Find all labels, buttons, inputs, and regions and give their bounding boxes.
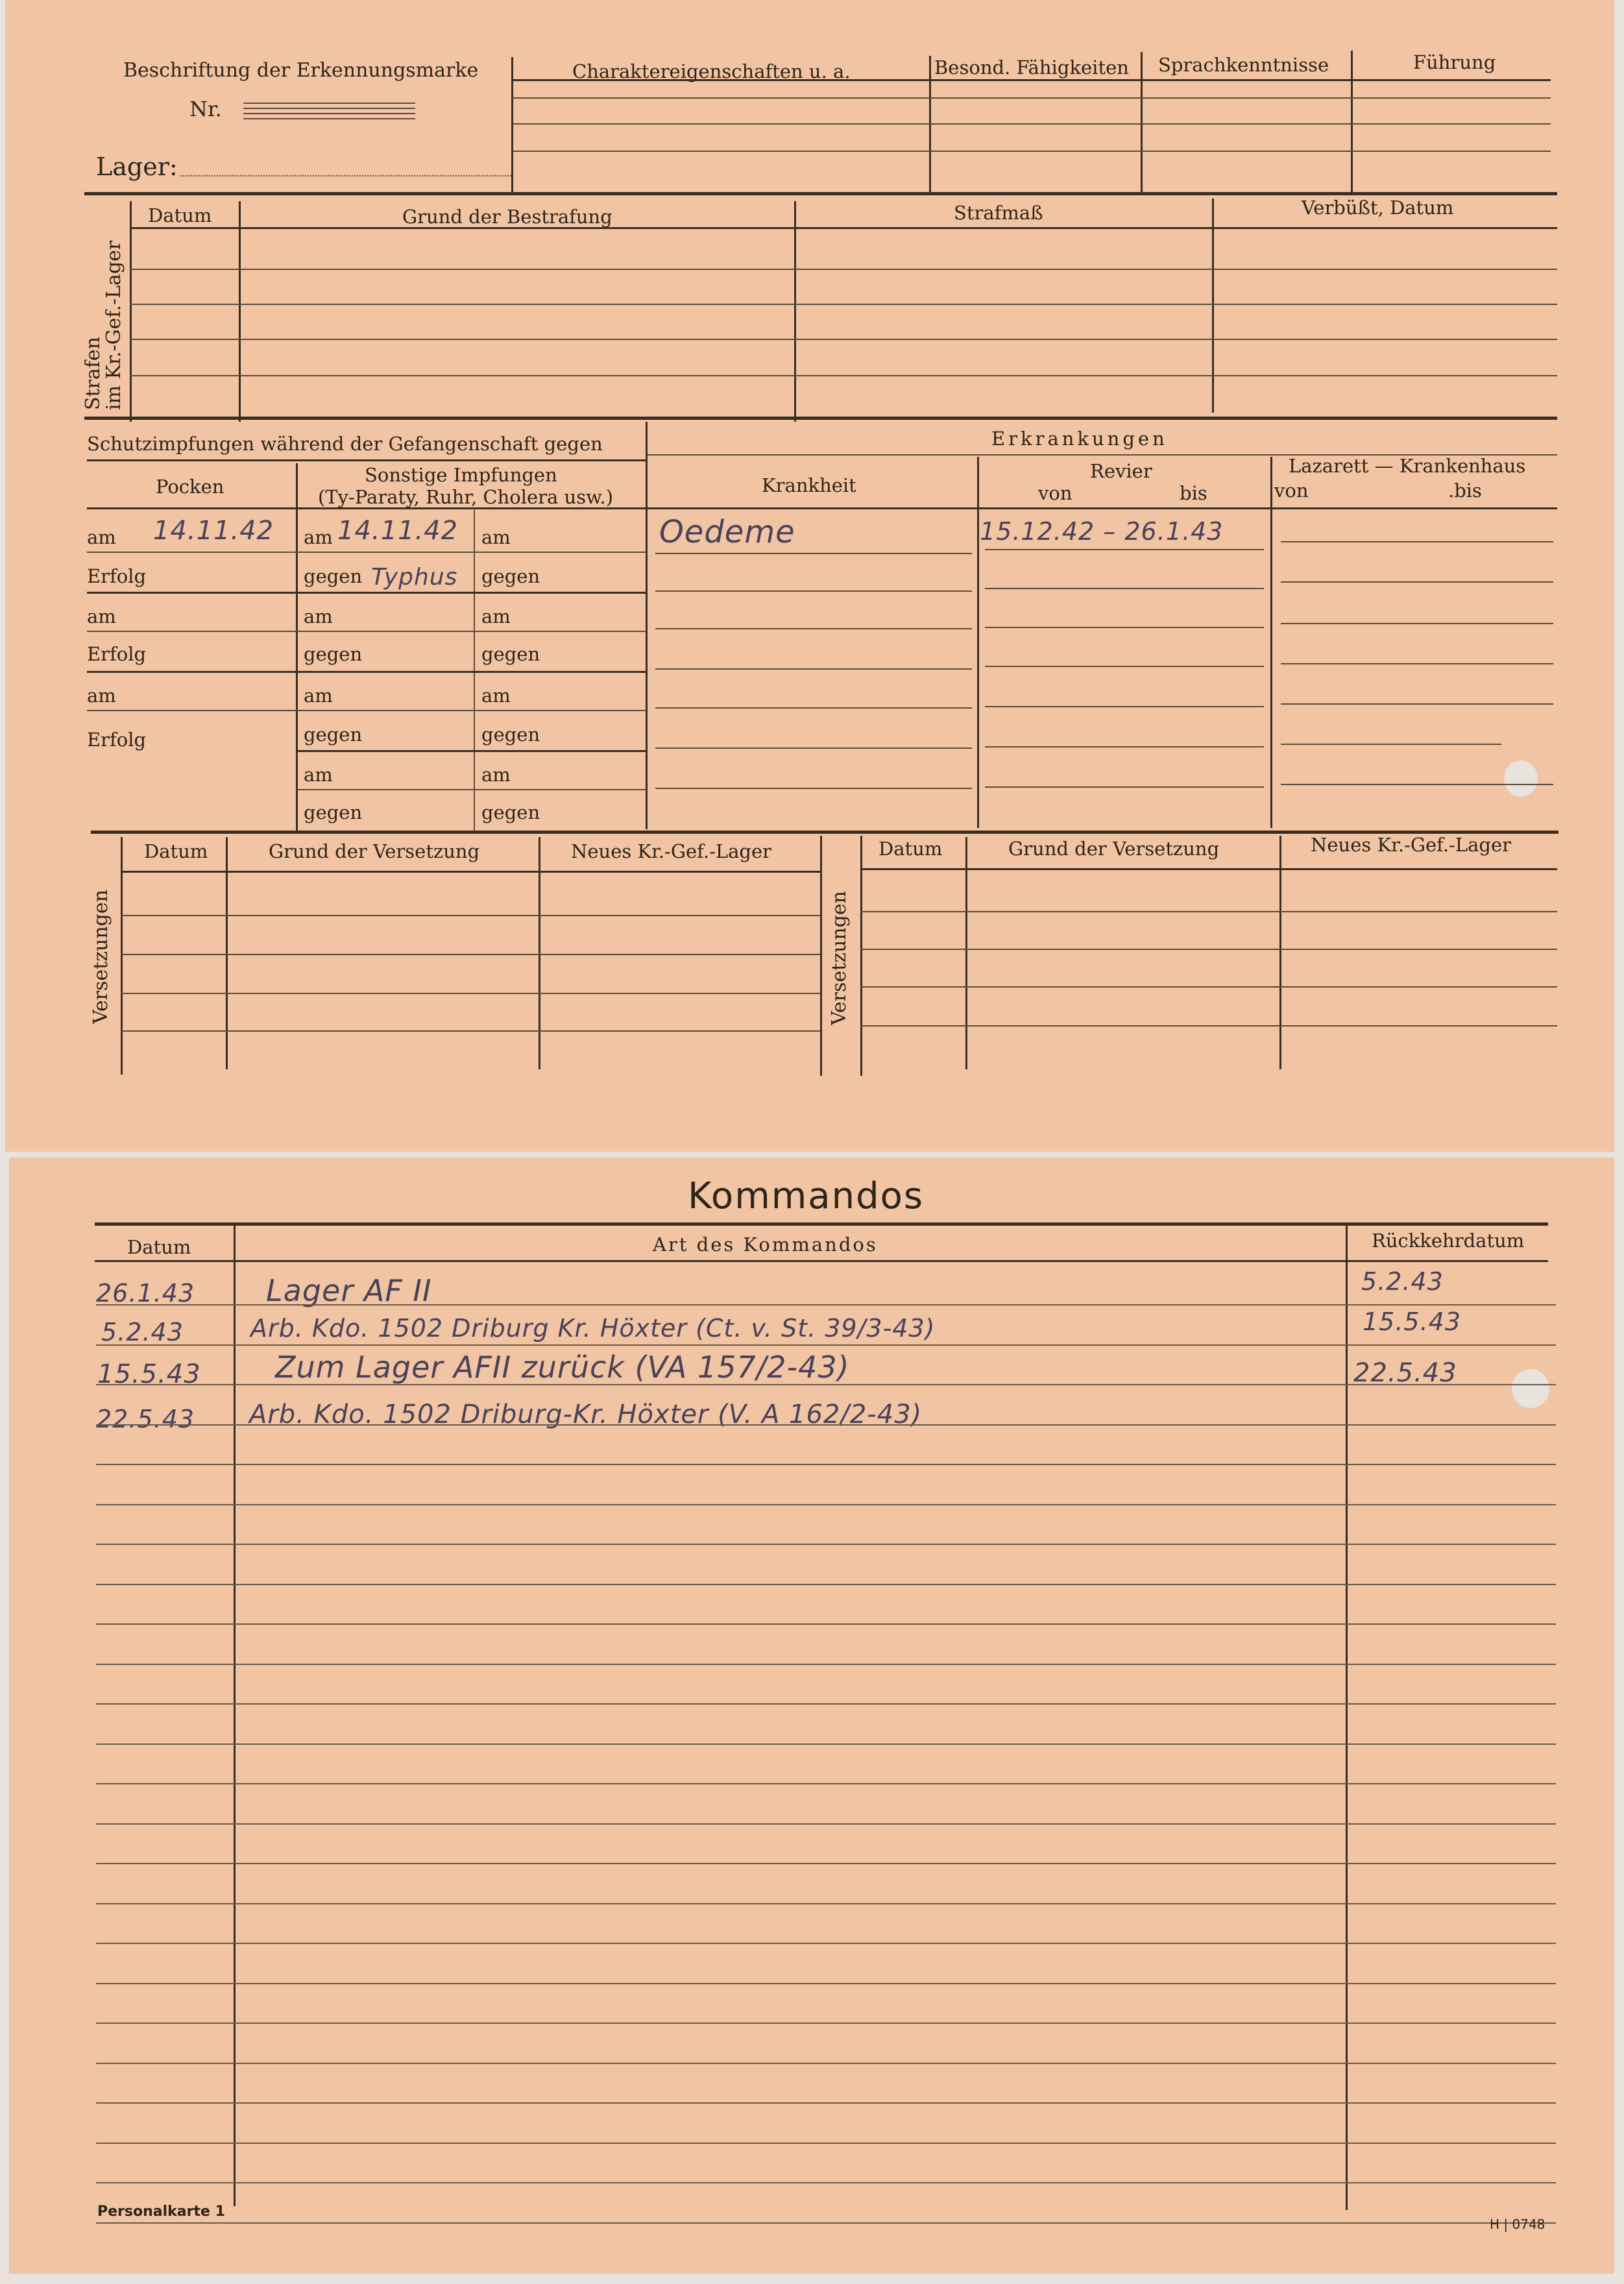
sonst-am-2: am bbox=[304, 605, 333, 627]
kommandos-rule bbox=[96, 1623, 1556, 1625]
sonst-am-3: am bbox=[304, 685, 333, 707]
top-card bbox=[5, 0, 1614, 1152]
sonstige-label: Sonstige Impfungen bbox=[365, 464, 557, 486]
pocken-am-2: am bbox=[87, 605, 116, 627]
sonst-gegen-1: gegen bbox=[304, 565, 363, 587]
vers-datum-right: Datum bbox=[879, 838, 943, 860]
lazarett-bis: .bis bbox=[1448, 480, 1482, 502]
kommandos-rule bbox=[96, 1983, 1556, 1984]
kommandos-art: Art des Kommandos bbox=[653, 1233, 878, 1256]
kommandos-rueckkehr: Rückkehrdatum bbox=[1372, 1230, 1525, 1252]
versetzungen-side-left: Versetzungen bbox=[90, 890, 112, 1024]
kommandos-rule bbox=[96, 1384, 1556, 1385]
row-3-datum: 15.5.43 bbox=[97, 1359, 201, 1389]
sonst2-am-1: am bbox=[481, 526, 511, 548]
impf-title: Schutzimpfungen während der Gefangenschaft gegen bbox=[87, 433, 603, 455]
nr-label: Nr. bbox=[189, 97, 222, 121]
kommandos-rule bbox=[96, 1863, 1556, 1864]
kommandos-rule bbox=[96, 1943, 1556, 1944]
vers-grund-right: Grund der Versetzung bbox=[1008, 838, 1220, 860]
lazarett-von: von bbox=[1274, 480, 1309, 502]
revier-von: von bbox=[1038, 482, 1073, 504]
row-2-rueck: 15.5.43 bbox=[1363, 1307, 1462, 1336]
besond-label: Besond. Fähigkeiten bbox=[934, 56, 1129, 79]
pocken-erfolg-3: Erfolg bbox=[87, 729, 147, 751]
sonst-am-4: am bbox=[304, 764, 333, 786]
strafen-side-label: Strafen im Kr.-Gef.-Lager bbox=[82, 240, 125, 410]
kommandos-rule bbox=[96, 1703, 1556, 1705]
footer-personalkarte: Personalkarte 1 bbox=[97, 2204, 225, 2220]
pocken-erfolg-2: Erfolg bbox=[87, 643, 147, 665]
kommandos-rule bbox=[96, 1903, 1556, 1904]
vers-grund-left: Grund der Versetzung bbox=[269, 840, 480, 862]
kommandos-rule bbox=[96, 2182, 1556, 2183]
kommandos-rule bbox=[96, 1424, 1556, 1426]
hand-sonst-gegen: Typhus bbox=[371, 564, 458, 590]
sprach-label: Sprachkenntnisse bbox=[1158, 54, 1329, 76]
sonstige-sub: (Ty-Paraty, Ruhr, Cholera usw.) bbox=[318, 486, 614, 508]
lager-label: Lager: bbox=[96, 152, 178, 181]
kommandos-rule bbox=[96, 2063, 1556, 2064]
row-3-rueck: 22.5.43 bbox=[1353, 1358, 1457, 1388]
punch-hole-top bbox=[1504, 760, 1538, 797]
krankheit-label: Krankheit bbox=[762, 474, 856, 496]
footer-code: H | 0748 bbox=[1490, 2217, 1545, 2232]
sonst-gegen-2: gegen bbox=[304, 643, 363, 665]
hand-sonst-date: 14.11.42 bbox=[337, 516, 459, 546]
sonst-gegen-4: gegen bbox=[304, 801, 363, 823]
kommandos-rule bbox=[96, 2143, 1556, 2144]
sonst2-gegen-1: gegen bbox=[481, 565, 540, 587]
row-1-art: Lager AF II bbox=[266, 1273, 432, 1308]
kommandos-rule bbox=[96, 1664, 1556, 1665]
strafen-grund: Grund der Bestrafung bbox=[402, 206, 612, 228]
row-4-datum: 22.5.43 bbox=[96, 1405, 195, 1433]
kommandos-rule bbox=[96, 1464, 1556, 1465]
lazarett-label: Lazarett — Krankenhaus bbox=[1289, 455, 1526, 477]
hand-krankheit: Oedeme bbox=[659, 514, 795, 550]
pocken-label: Pocken bbox=[156, 476, 224, 498]
kommandos-title: Kommandos bbox=[688, 1175, 925, 1217]
strafen-datum: Datum bbox=[148, 204, 212, 226]
kommandos-rule bbox=[96, 2102, 1556, 2104]
row-4-art: Arb. Kdo. 1502 Driburg-Kr. Höxter (V. A 162/2-43) bbox=[249, 1400, 923, 1429]
kommandos-rule bbox=[96, 2222, 1556, 2224]
hand-revier-dates: 15.12.42 – 26.1.43 bbox=[980, 517, 1224, 546]
pocken-am-1: am bbox=[87, 526, 116, 548]
vers-neues-left: Neues Kr.-Gef.-Lager bbox=[571, 840, 772, 862]
kommandos-rule bbox=[96, 1504, 1556, 1505]
kommandos-rule bbox=[96, 1544, 1556, 1545]
kommandos-rule bbox=[96, 1743, 1556, 1745]
kommandos-rule bbox=[96, 1344, 1556, 1346]
strafen-strafmass: Strafmaß bbox=[954, 202, 1043, 224]
kommandos-datum: Datum bbox=[127, 1236, 191, 1258]
erkennungsmarke-label: Beschriftung der Erkennungsmarke bbox=[123, 59, 479, 82]
sonst2-am-3: am bbox=[481, 685, 511, 707]
row-3-art: Zum Lager AFII zurück (VA 157/2-43) bbox=[275, 1350, 850, 1385]
vers-neues-right: Neues Kr.-Gef.-Lager bbox=[1311, 834, 1512, 856]
hand-pocken-date: 14.11.42 bbox=[153, 516, 274, 546]
kommandos-rule bbox=[96, 1783, 1556, 1784]
pocken-am-3: am bbox=[87, 685, 116, 707]
sonst2-gegen-4: gegen bbox=[481, 801, 540, 823]
vers-datum-left: Datum bbox=[144, 840, 208, 862]
kommandos-rule bbox=[96, 1823, 1556, 1825]
revier-bis: bis bbox=[1180, 482, 1207, 504]
punch-hole-bottom bbox=[1512, 1369, 1549, 1408]
strafen-verbuesst: Verbüßt, Datum bbox=[1302, 197, 1454, 219]
sonst2-gegen-2: gegen bbox=[481, 643, 540, 665]
charakter-label: Charaktereigenschaften u. a. bbox=[572, 60, 851, 82]
erkrankungen-label: Erkrankungen bbox=[991, 428, 1168, 450]
sonst2-gegen-3: gegen bbox=[481, 723, 540, 746]
revier-label: Revier bbox=[1090, 460, 1152, 482]
sonst2-am-2: am bbox=[481, 605, 511, 627]
versetzungen-side-right: Versetzungen bbox=[828, 891, 851, 1025]
pocken-erfolg-1: Erfolg bbox=[87, 565, 147, 587]
kommandos-rule bbox=[96, 1584, 1556, 1585]
sonst-gegen-3: gegen bbox=[304, 723, 363, 746]
kommandos-rule bbox=[96, 1304, 1556, 1306]
sonst-am-1: am bbox=[304, 526, 333, 548]
row-1-rueck: 5.2.43 bbox=[1361, 1267, 1444, 1296]
row-2-art: Arb. Kdo. 1502 Driburg Kr. Höxter (Ct. v. St. 39/3-43) bbox=[250, 1314, 936, 1342]
row-2-datum: 5.2.43 bbox=[101, 1318, 184, 1346]
fuehrung-label: Führung bbox=[1413, 51, 1496, 73]
kommandos-rule bbox=[96, 2023, 1556, 2024]
sonst2-am-4: am bbox=[481, 764, 511, 786]
row-1-datum: 26.1.43 bbox=[96, 1279, 195, 1307]
